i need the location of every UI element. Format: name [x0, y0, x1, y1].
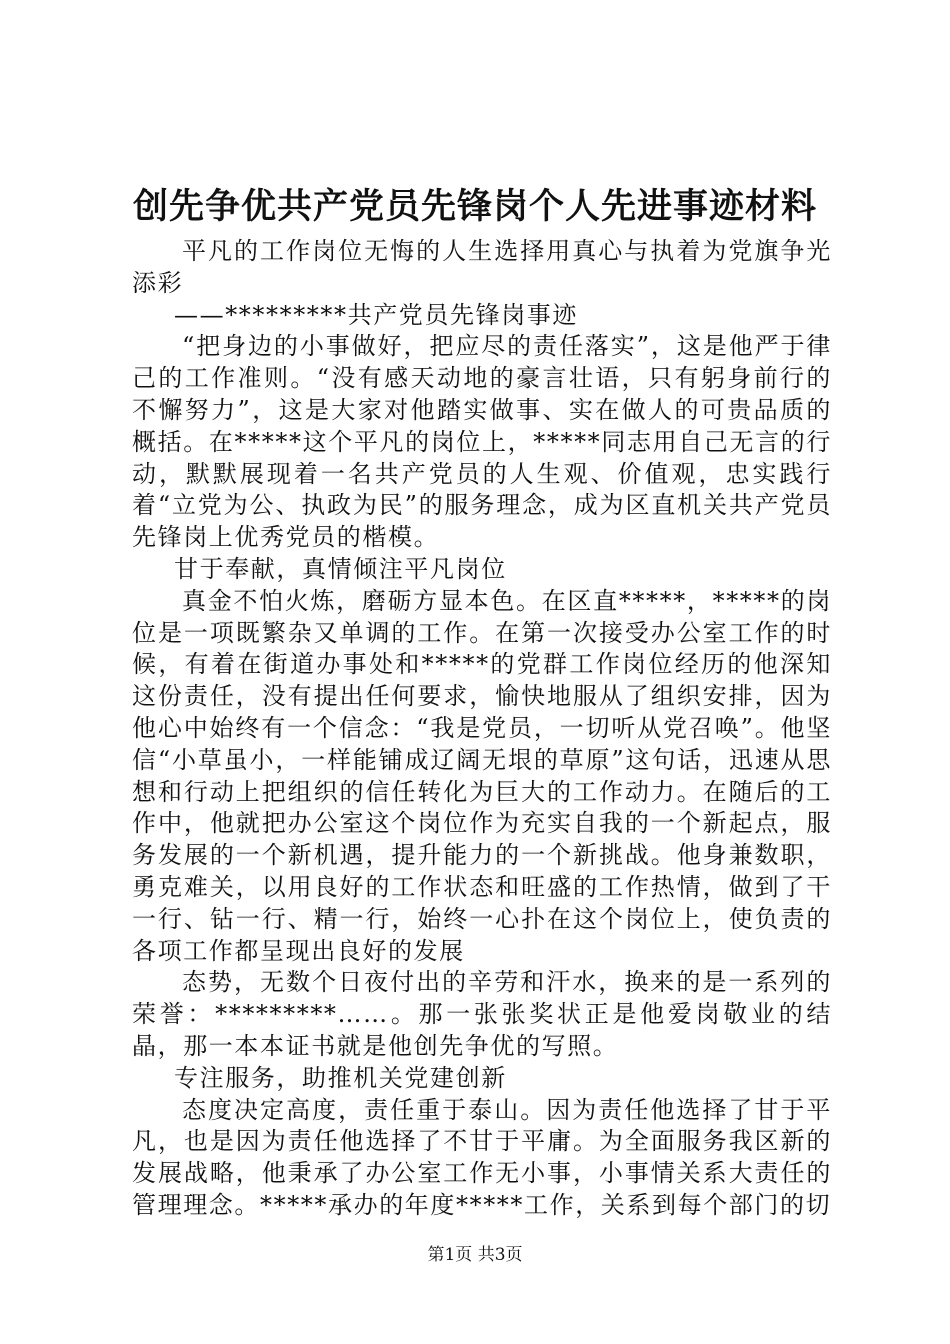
page-number: 第1页 共3页 [427, 1245, 523, 1265]
paragraph-service: 态度决定高度，责任重于泰山。因为责任他选择了甘于平凡，也是因为责任他选择了不甘于平庸。为全面服务我区新的发展战略，他秉承了办公室工作无小事，小事情关系大责任的管理理念。*****承办的年度*****工作，关系到每个部门的切 [132, 1095, 832, 1219]
paragraph-dedication: 真金不怕火炼，磨砺方显本色。在区直*****，*****的岗位是一项既繁杂又单调的工作。在第一次接受办公室工作的时候，有着在街道办事处和*****的党群工作岗位经历的他深知这份责任，没有提出任何要求，愉快地服从了组织安排，因为他心中始终有一个信念：“我是党员，一切听从党召唤”。他坚信“小草虽小，一样能铺成辽阔无垠的草原”这句话，迅速从思想和行动上把组织的信任转化为巨大的工作动力。在随后的工作中，他就把办公室这个岗位作为充实自我的一个新起点，服务发展的一个新机遇，提升能力的一个新挑战。他身兼数职，勇克难关，以用良好的工作状态和旺盛的工作热情，做到了干一行、钻一行、精一行，始终一心扑在这个岗位上，使负责的各项工作都呈现出良好的发展 [132, 586, 832, 965]
paragraph-honors: 态势，无数个日夜付出的辛劳和汗水，换来的是一系列的荣誉：*********……。那一张张奖状正是他爱岗敬业的结晶，那一本本证书就是他创先争优的写照。 [132, 968, 832, 1060]
document-subtitle: 平凡的工作岗位无悔的人生选择用真心与执着为党旗争光添彩 [132, 237, 832, 297]
section-heading-dedication: 甘于奉献，真情倾注平凡岗位 [174, 554, 507, 583]
section-heading-service: 专注服务，助推机关党建创新 [174, 1063, 507, 1092]
paragraph-intro: “把身边的小事做好，把应尽的责任落实”，这是他严于律己的工作准则。“没有感天动地的豪言壮语，只有躬身前行的不懈努力”，这是大家对他踏实做事、实在做人的可贵品质的概括。在*****这个平凡的岗位上，*****同志用自己无言的行动，默默展现着一名共产党员的人生观、价值观，忠实践行着“立党为公、执政为民”的服务理念，成为区直机关共产党员先锋岗上优秀党员的楷模。 [132, 332, 832, 552]
document-body [132, 236, 832, 1222]
document-title: 创先争优共产党员先锋岗个人先进事迹材料 [132, 187, 817, 227]
document-byline: ——*********共产党员先锋岗事迹 [174, 300, 578, 329]
